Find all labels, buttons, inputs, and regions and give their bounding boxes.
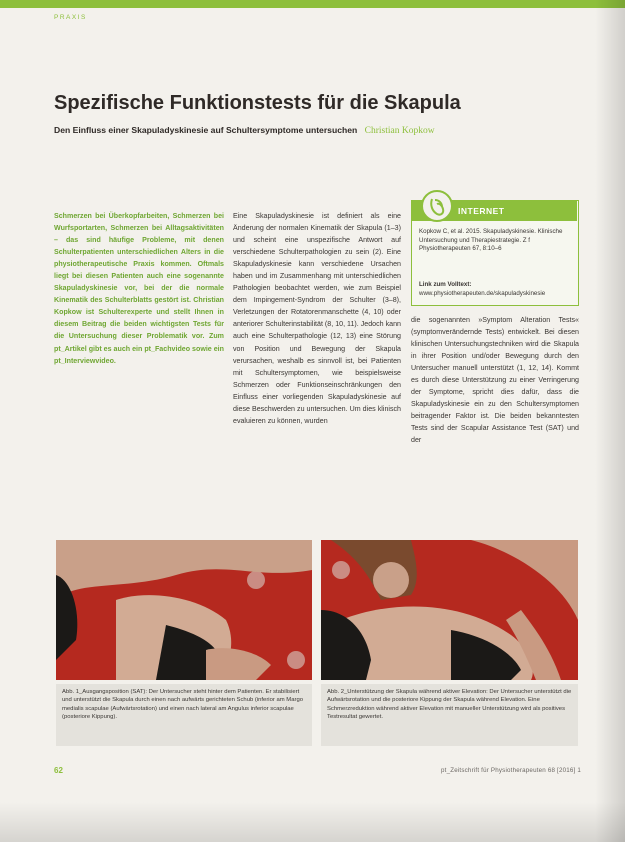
infobox-title: INTERNET (458, 206, 505, 216)
page-gutter-shadow (595, 0, 625, 842)
infobox-link-block (419, 281, 571, 298)
page-bottom-shadow (0, 802, 625, 842)
internet-infobox (411, 200, 579, 306)
figure-2-photo (321, 540, 578, 680)
infobox-link-url[interactable]: www.physiotherapeuten.de/skapuladyskinesie (419, 289, 546, 297)
article-subtitle (54, 125, 435, 136)
section-label: PRAXIS (54, 14, 87, 21)
page-number: 62 (54, 766, 63, 775)
mouse-cursor-icon (420, 189, 454, 223)
top-color-band (0, 0, 625, 8)
body-column-3: die sogenannten »Symptom Alteration Tests« (symptomverändernde Tests) entwickelt. Bei diesen klinischen Untersuchungstechniken wird die Skapula in ihrer Position und/oder Bewegung durch den Untersucher manuell unterstützt (1, 12, 14). Kommt es durch diese Unterstützung zu einer Verringerung der Symptome, spricht dies dafür, dass die Skapuladyskinesie ein zu den Schultersymptomen beitragender Faktor ist. Die beiden bekanntesten Tests sind der Scapular Assistance Test (SAT) und der (411, 316, 579, 445)
subtitle-text: Den Einfluss einer Skapuladyskinesie auf Schultersymptome untersuchen (54, 125, 358, 135)
infobox-link-label: Link zum Volltext: (419, 281, 472, 288)
figure-1-caption: Abb. 1_Ausgangsposition (SAT): Der Untersucher steht hinter dem Patienten. Er stabilisiert und unterstützt die Skapula durch einen nach aufwärts gerichteten Schub (inferior am Margo medialis scapulae (Aufwärtsrotation) und einen nach lateral am Angulus inferior scapulae (posteriore Kippung). (56, 684, 312, 746)
infobox-reference: Kopkow C, et al. 2015. Skapuladyskinesie. Klinische Untersuchung und Therapiestrategie. Z f Physiotherapeuten 67, 8:10–6 (419, 228, 563, 253)
figure-2-caption: Abb. 2_Unterstützung der Skapula während aktiver Elevation: Der Untersucher unterstützt die Aufwärtsrotation und die posteriore Kippung der Skapula während Elevation. Eine Schmerzreduktion während aktiver Elevation mit manueller Unterstützung wird als positives Testresultat gewertet. (321, 684, 578, 746)
figure-1-photo (56, 540, 312, 680)
body-column-2: Eine Skapuladyskinesie ist definiert als eine Änderung der normalen Kinematik der Skapula (1–3) und scheint eine unspezifische Antwort auf verschiedene Schulterpathologien zu sein (2). Eine Skapuladyskinesie kann verschiedene Ursachen haben und im Zusammenhang mit unterschiedlichen Pathologien beobachtet werden, wie zum Beispiel dem Impingement-Syndrom der Schulter (3–8), Verletzungen der Rotatorenmanschette (4, 10) oder anteriorer Schulterinstabilität (8, 10, 11). Jedoch kann auch eine Schulterpathologie (12, 13) eine Störung von Position und Bewegung der Skapula verursachen, weshalb es sinnvoll ist, bei Patienten mit Schultersymptomen, wie beispielsweise Schmerzen oder Funktionseinschränkungen den Einfluss einer vorliegenden Skapuladyskinesie auf diese Beschwerden zu untersuchen. Um dies klinisch evaluieren zu können, wurden (233, 212, 401, 425)
footer-source: pt_Zeitschrift für Physiotherapeuten 68 [2016] 1 (441, 767, 581, 774)
author-name: Christian Kopkow (364, 126, 435, 136)
lead-paragraph: Schmerzen bei Überkopfarbeiten, Schmerzen bei Wurfsportarten, Schmerzen bei Alltagsaktivitäten – das sind häufige Probleme, mit denen Schulterpatienten unterschiedlichen Alters in die physiotherapeutische Praxis kommen. Oftmals liegt bei diesen Patienten auch eine sogenannte Skapuladyskinesie vor, bei der die normale Kinematik des Schulterblatts gestört ist. Christian Kopkow ist Schulterexperte und stellt Ihnen in diesem Beitrag die beiden wichtigsten Tests für die Untersuchung dieser Problematik vor. Zum pt_Artikel gibt es auch ein pt_Fachvideo sowie ein pt_Interviewvideo. (54, 212, 224, 365)
article-title: Spezifische Funktionstests für die Skapula (54, 92, 461, 114)
